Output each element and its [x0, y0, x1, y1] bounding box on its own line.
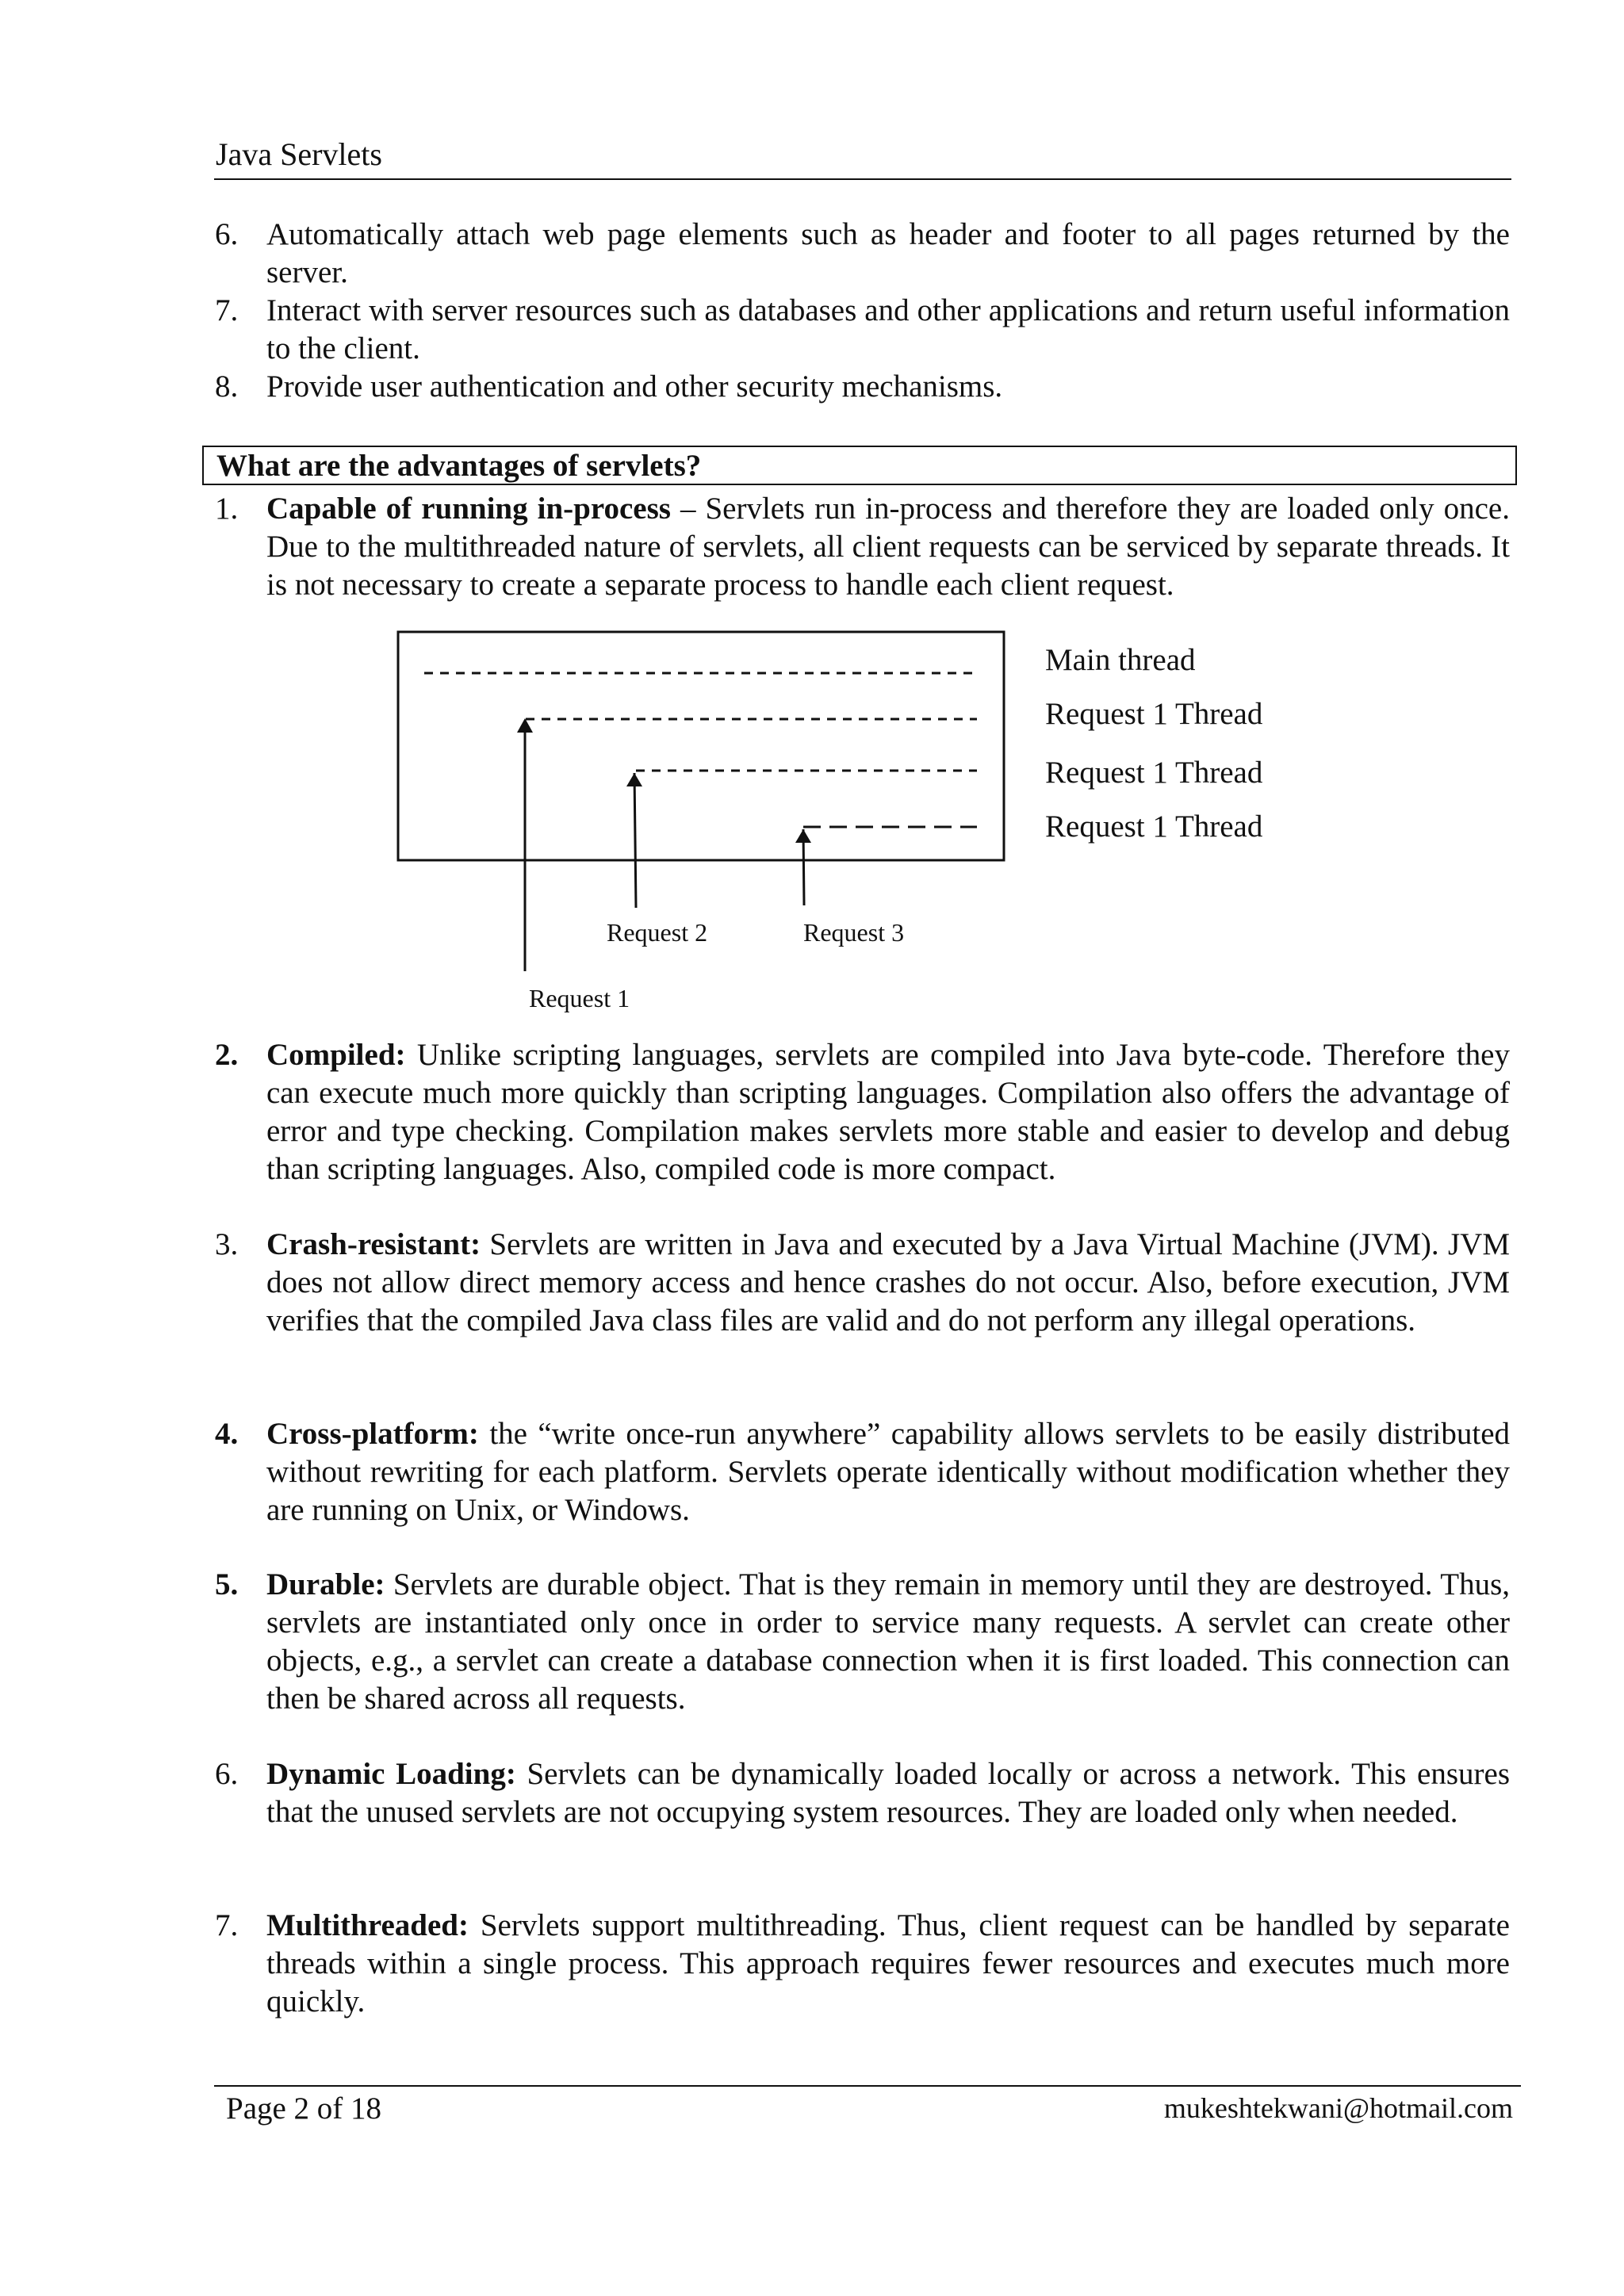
request-3-label: Request 3: [803, 918, 905, 947]
advantage-item: [215, 1566, 1510, 1718]
advantage-item: [215, 1226, 1510, 1340]
list-number: 6.: [215, 1757, 239, 1791]
request-2-arrow: [634, 773, 636, 908]
list-number: 5.: [215, 1567, 239, 1601]
advantage-text: Servlets can be dynamically loaded locally or across a network. This ensures that the unused servlets are not occupying system resources. They are loaded only when needed.: [266, 1757, 1510, 1829]
list-number: 2.: [215, 1038, 239, 1072]
list-number: 7.: [215, 1908, 239, 1942]
list-number: 8.: [215, 369, 239, 404]
advantage-term: Durable:: [266, 1567, 385, 1601]
list-number: 3.: [215, 1227, 239, 1261]
request-thread-label: Request 1 Thread: [1045, 809, 1263, 844]
advantage-text: – Servlets run in-process and therefore they are loaded only once. Due to the multithreaded nature of servlets, all client requests can be serviced by separate threads. It is not necessary to create a separate process to handle each client request.: [266, 492, 1510, 602]
list-number: 4.: [215, 1417, 239, 1451]
advantage-text: Servlets are durable object. That is they remain in memory until they are destroyed. Thus, servlets are instantiated only once in order to service many requests. A servlet can create other objects, e.g., a servlet can create a database connection when it is first loaded. This connection can then be shared across all requests.: [266, 1567, 1510, 1716]
request-1-arrowhead: [517, 718, 533, 733]
advantage-text: the “write once-run anywhere” capability allows servlets to be easily distributed without rewriting for each platform. Servlets operate identically without modification whether they are running on Unix, or Windows.: [266, 1417, 1510, 1527]
request-1-label: Request 1: [529, 984, 630, 1012]
author-email: mukeshtekwani@hotmail.com: [1163, 2092, 1513, 2124]
advantage-term: Multithreaded:: [266, 1908, 469, 1942]
advantage-text: Unlike scripting languages, servlets are compiled into Java byte-code. Therefore they can execute much more quickly than scripting languages. Compilation also offers the advantage of error and type checking. Compilation makes servlets more stable and easier to develop and debug than scripting languages. Also, compiled code is more compact.: [266, 1038, 1510, 1186]
list-number: 1.: [215, 492, 239, 526]
advantage-item: [215, 1415, 1510, 1529]
list-text: Provide user authentication and other security mechanisms.: [266, 369, 1003, 404]
advantage-term: Cross-platform:: [266, 1417, 479, 1451]
list-text: Interact with server resources such as databases and other applications and return useful information to the client.: [266, 293, 1510, 365]
list-number: 7.: [215, 293, 239, 327]
request-thread-label: Request 1 Thread: [1045, 697, 1263, 731]
running-header: Java Servlets: [216, 136, 382, 172]
advantage-text: Servlets are written in Java and executed by a Java Virtual Machine (JVM). JVM does not allow direct memory access and hence crashes do not occur. Also, before execution, JVM verifies that the compiled Java class files are valid and do not perform any illegal operations.: [266, 1227, 1510, 1337]
advantage-item: [215, 1036, 1510, 1188]
advantage-text: Servlets support multithreading. Thus, client request can be handled by separate threads within a single process. This approach requires fewer resources and executes much more quickly.: [266, 1908, 1510, 2019]
advantage-item: [215, 1755, 1510, 1831]
list-number: 6.: [215, 217, 239, 251]
advantage-term: Crash-resistant:: [266, 1227, 481, 1261]
advantage-term: Dynamic Loading:: [266, 1757, 516, 1791]
request-2-arrowhead: [626, 773, 642, 786]
advantage-item: [215, 1907, 1510, 2021]
request-2-label: Request 2: [607, 918, 708, 947]
question-heading: What are the advantages of servlets?: [216, 449, 702, 483]
main-thread-label: Main thread: [1045, 643, 1196, 677]
page-number: Page 2 of 18: [226, 2091, 382, 2126]
advantage-term: Compiled:: [266, 1038, 406, 1072]
thread-diagram-graphic: [0, 0, 1624, 1031]
request-thread-label: Request 1 Thread: [1045, 756, 1263, 790]
list-text: Automatically attach web page elements such as header and footer to all pages returned by the server.: [266, 217, 1510, 289]
footer-rule: [214, 2085, 1521, 2087]
request-3-arrowhead: [795, 829, 811, 843]
thread-diagram: [0, 0, 1624, 1031]
advantage-term: Capable of running in-process: [266, 492, 671, 526]
